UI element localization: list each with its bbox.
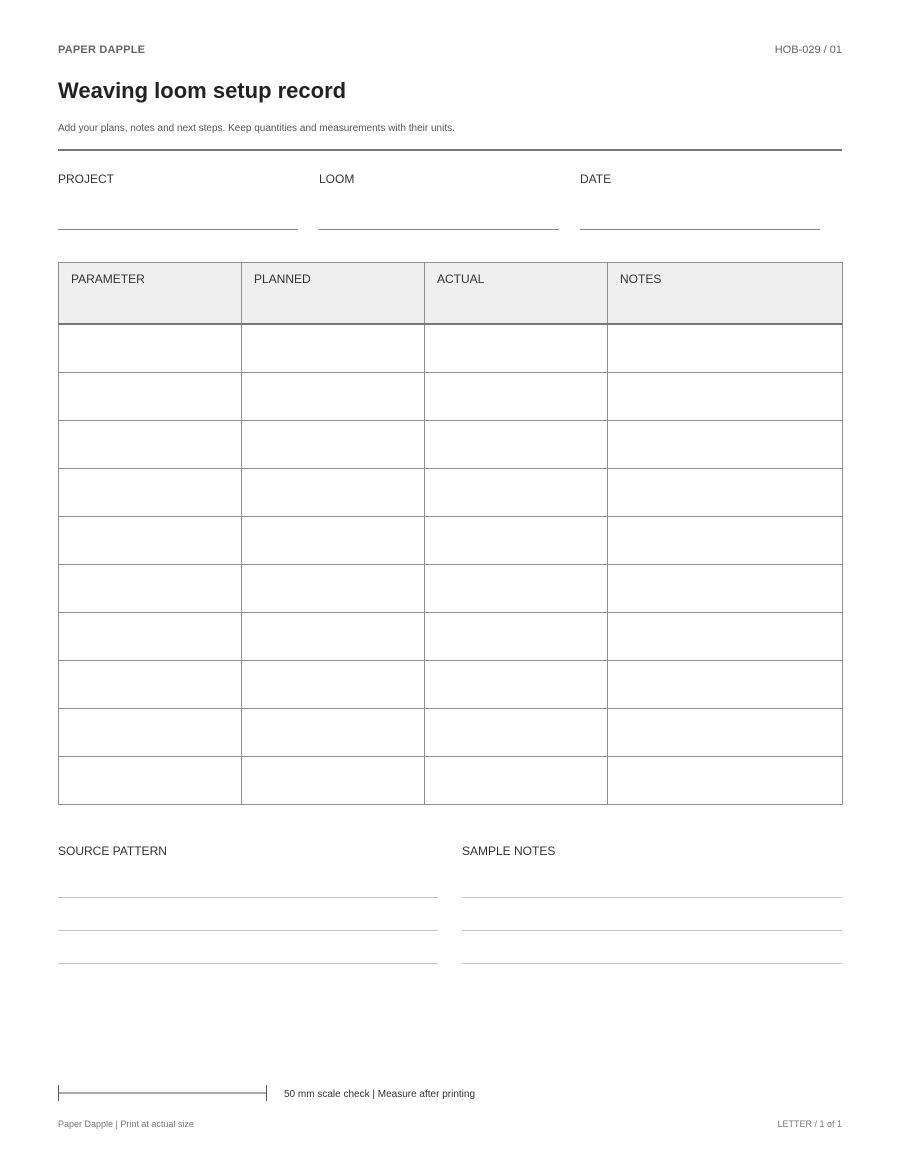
table-cell[interactable] — [242, 372, 425, 420]
table-cell[interactable] — [425, 420, 608, 468]
scale-bar — [58, 1085, 267, 1101]
table-cell[interactable] — [59, 564, 242, 612]
source-pattern-line[interactable] — [58, 897, 438, 898]
table-cell[interactable] — [425, 468, 608, 516]
table-cell[interactable] — [425, 372, 608, 420]
table-row — [59, 660, 843, 708]
table-cell[interactable] — [59, 324, 242, 373]
table-cell[interactable] — [608, 660, 843, 708]
table-row — [59, 372, 843, 420]
table-row — [59, 420, 843, 468]
table-cell[interactable] — [59, 756, 242, 804]
table-header-row — [59, 263, 843, 324]
table-cell[interactable] — [59, 612, 242, 660]
scale-check-text: 50 mm scale check | Measure after printing — [284, 1089, 476, 1100]
setup-table — [58, 262, 843, 805]
sample-notes-line[interactable] — [462, 897, 842, 898]
table-cell[interactable] — [59, 372, 242, 420]
column-header-planned: PLANNED — [242, 263, 425, 324]
table-cell[interactable] — [59, 660, 242, 708]
column-header-actual: ACTUAL — [425, 263, 608, 324]
table-cell[interactable] — [242, 660, 425, 708]
table-cell[interactable] — [425, 756, 608, 804]
table-cell[interactable] — [242, 564, 425, 612]
table-cell[interactable] — [59, 516, 242, 564]
sample-notes-label: SAMPLE NOTES — [462, 844, 556, 858]
table-row — [59, 756, 843, 804]
table-cell[interactable] — [608, 756, 843, 804]
table-cell[interactable] — [425, 324, 608, 373]
table-row — [59, 468, 843, 516]
column-header-notes: NOTES — [608, 263, 843, 324]
table-cell[interactable] — [608, 468, 843, 516]
table-cell[interactable] — [608, 372, 843, 420]
project-field[interactable] — [58, 229, 298, 230]
table-cell[interactable] — [59, 708, 242, 756]
table-cell[interactable] — [242, 324, 425, 373]
source-pattern-line[interactable] — [58, 963, 438, 964]
table-cell[interactable] — [608, 708, 843, 756]
sample-notes-line[interactable] — [462, 963, 842, 964]
column-header-parameter: PARAMETER — [59, 263, 242, 324]
page-indicator: LETTER / 1 of 1 — [777, 1119, 842, 1129]
loom-field[interactable] — [319, 229, 559, 230]
table-row — [59, 516, 843, 564]
table-cell[interactable] — [608, 324, 843, 373]
table-cell[interactable] — [608, 612, 843, 660]
table-cell[interactable] — [425, 708, 608, 756]
table-cell[interactable] — [242, 708, 425, 756]
table-cell[interactable] — [242, 420, 425, 468]
project-label: PROJECT — [58, 172, 115, 186]
source-pattern-line[interactable] — [58, 930, 438, 931]
table-cell[interactable] — [242, 756, 425, 804]
table-cell[interactable] — [425, 516, 608, 564]
table-cell[interactable] — [242, 516, 425, 564]
loom-label: LOOM — [319, 172, 355, 186]
date-field[interactable] — [580, 229, 820, 230]
source-pattern-label: SOURCE PATTERN — [58, 844, 167, 858]
date-label: DATE — [580, 172, 612, 186]
document-id: HOB-029 / 01 — [774, 44, 842, 56]
table-cell[interactable] — [425, 564, 608, 612]
table-row — [59, 612, 843, 660]
header-divider — [58, 149, 842, 151]
table-cell[interactable] — [59, 468, 242, 516]
table-row — [59, 708, 843, 756]
table-cell[interactable] — [242, 612, 425, 660]
table-cell[interactable] — [59, 420, 242, 468]
page-title: Weaving loom setup record — [58, 78, 347, 103]
table-cell[interactable] — [425, 612, 608, 660]
table-cell[interactable] — [608, 420, 843, 468]
table-row — [59, 324, 843, 373]
table-cell[interactable] — [608, 516, 843, 564]
table-cell[interactable] — [242, 468, 425, 516]
brand-name: PAPER DAPPLE — [58, 44, 146, 56]
sample-notes-line[interactable] — [462, 930, 842, 931]
footer-note: Paper Dapple | Print at actual size — [58, 1119, 194, 1129]
table-row — [59, 564, 843, 612]
page-subtitle: Add your plans, notes and next steps. Keep quantities and measurements with their units. — [58, 123, 455, 134]
table-cell[interactable] — [608, 564, 843, 612]
table-cell[interactable] — [425, 660, 608, 708]
